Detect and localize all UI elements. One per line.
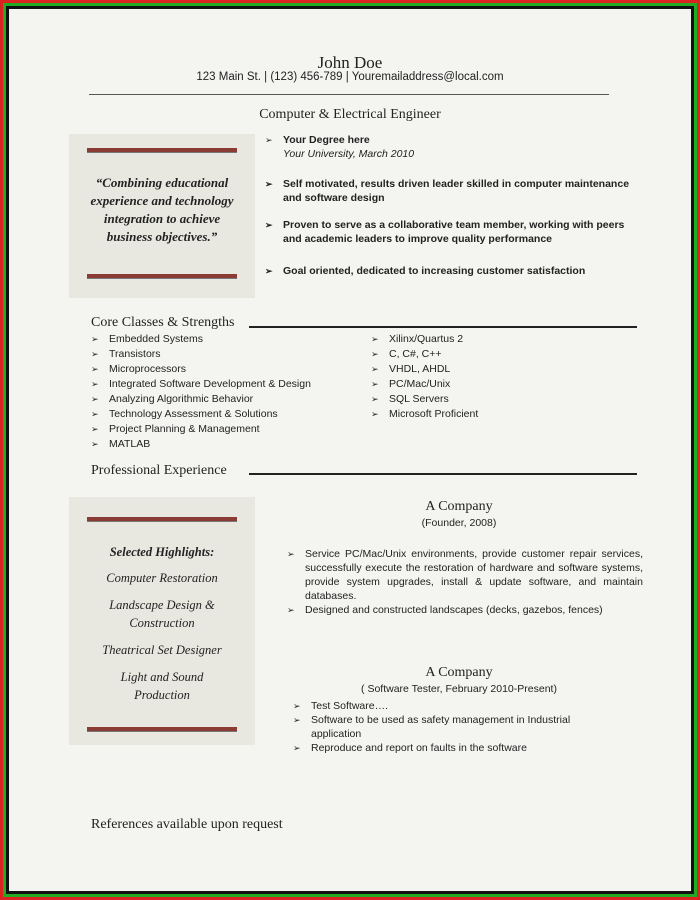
summary-point: Self motivated, results driven leader skilled in computer maintenance and software design xyxy=(283,178,630,204)
bullet-arrow-icon: ➢ xyxy=(371,349,379,359)
skill: Project Planning & Management xyxy=(109,423,260,435)
bullet-arrow-icon: ➢ xyxy=(293,701,301,711)
job-bullet: Test Software…. xyxy=(311,700,389,712)
bullet-arrow-icon: ➢ xyxy=(265,135,273,145)
core-list-right xyxy=(371,332,631,422)
skill: VHDL, AHDL xyxy=(389,363,451,375)
references-note: References available upon request xyxy=(91,817,283,832)
job-bullet: Reproduce and report on faults in the software xyxy=(311,742,527,754)
job-bullet: Software to be used as safety management in Industrial application xyxy=(311,714,571,740)
highlight-item: Computer Restoration xyxy=(106,571,218,585)
university: Your University, March 2010 xyxy=(283,148,415,160)
highlights-title: Selected Highlights: xyxy=(109,545,215,559)
list-item xyxy=(265,177,645,205)
list-item xyxy=(91,347,361,362)
list-item xyxy=(91,377,361,392)
bullet-arrow-icon: ➢ xyxy=(371,394,379,404)
skill: Analyzing Algorithmic Behavior xyxy=(109,393,254,405)
list-item xyxy=(265,218,645,246)
core-list-left xyxy=(91,332,361,452)
list-item xyxy=(371,332,631,347)
bullet-arrow-icon: ➢ xyxy=(91,394,99,404)
job-company: A Company xyxy=(425,665,493,680)
bullet-arrow-icon: ➢ xyxy=(371,409,379,419)
job-role: ( Software Tester, February 2010-Present) xyxy=(361,683,557,695)
list-item xyxy=(265,264,645,278)
skill: SQL Servers xyxy=(389,393,449,405)
list-item xyxy=(91,362,361,377)
list-item xyxy=(287,603,643,617)
quote-bar-top xyxy=(87,148,237,153)
skill: Microsoft Proficient xyxy=(389,408,479,420)
bullet-arrow-icon: ➢ xyxy=(265,266,273,276)
core-heading: Core Classes & Strengths xyxy=(91,315,235,330)
bullet-arrow-icon: ➢ xyxy=(91,439,99,449)
bullet-arrow-icon: ➢ xyxy=(91,409,99,419)
list-item xyxy=(265,133,645,161)
list-item xyxy=(371,392,631,407)
header-divider xyxy=(89,94,609,95)
highlights-box xyxy=(69,497,255,745)
list-item xyxy=(371,347,631,362)
list-item xyxy=(293,699,593,713)
contact-line: 123 Main St. | (123) 456-789 | Youremailaddress@local.com xyxy=(196,71,504,83)
skill: C, C#, C++ xyxy=(389,348,442,360)
degree: Your Degree here xyxy=(283,134,370,146)
bullet-arrow-icon: ➢ xyxy=(293,743,301,753)
core-heading-rule xyxy=(249,326,637,328)
list-item xyxy=(371,377,631,392)
bullet-arrow-icon: ➢ xyxy=(287,549,295,559)
job-bullet: Designed and constructed landscapes (decks, gazebos, fences) xyxy=(305,604,603,616)
experience-heading: Professional Experience xyxy=(91,463,227,478)
quote-bar-bottom xyxy=(87,274,237,279)
bullet-arrow-icon: ➢ xyxy=(91,364,99,374)
job-title: Computer & Electrical Engineer xyxy=(259,107,441,122)
skill: Embedded Systems xyxy=(109,333,203,345)
skill: Technology Assessment & Solutions xyxy=(109,408,278,420)
list-item xyxy=(293,741,593,755)
bullet-arrow-icon: ➢ xyxy=(293,715,301,725)
list-item xyxy=(293,713,593,741)
skill: MATLAB xyxy=(109,438,151,450)
job-role: (Founder, 2008) xyxy=(421,517,497,529)
skill: Microprocessors xyxy=(109,363,187,375)
resume-name: John Doe xyxy=(317,53,383,72)
skill: PC/Mac/Unix xyxy=(389,378,451,390)
job-bullet: Service PC/Mac/Unix environments, provide customer repair services, successfully execute the restoration of hardware and software systems, provide system upgrades, install & update software, and maintain databases. xyxy=(305,548,643,602)
list-item xyxy=(91,407,361,422)
list-item xyxy=(91,437,361,452)
highlight-item: Light and Sound Production xyxy=(120,670,204,702)
list-item xyxy=(91,332,361,347)
list-item xyxy=(287,547,643,603)
skill: Transistors xyxy=(109,348,161,360)
list-item xyxy=(91,392,361,407)
list-item xyxy=(91,422,361,437)
resume-page xyxy=(9,9,691,891)
bullet-arrow-icon: ➢ xyxy=(91,424,99,434)
summary-point: Goal oriented, dedicated to increasing customer satisfaction xyxy=(283,265,586,277)
bullet-arrow-icon: ➢ xyxy=(91,334,99,344)
bullet-arrow-icon: ➢ xyxy=(287,605,295,615)
list-item xyxy=(371,407,631,422)
highlight-item: Landscape Design & Construction xyxy=(109,598,215,630)
bullet-arrow-icon: ➢ xyxy=(265,220,273,230)
job-bullets xyxy=(287,547,643,617)
bullet-arrow-icon: ➢ xyxy=(371,379,379,389)
bullet-arrow-icon: ➢ xyxy=(91,349,99,359)
skill: Integrated Software Development & Design xyxy=(109,378,311,390)
bullet-arrow-icon: ➢ xyxy=(91,379,99,389)
summary-point: Proven to serve as a collaborative team member, working with peers and academic leaders to improve quality performance xyxy=(283,219,625,245)
highlight-item: Theatrical Set Designer xyxy=(102,643,222,657)
highlights-bar-bottom xyxy=(87,727,237,732)
highlights-bar-top xyxy=(87,517,237,522)
bullet-arrow-icon: ➢ xyxy=(265,179,273,189)
summary-quote: “Combining educational experience and technology integration to achieve business objectives.” xyxy=(90,175,234,244)
skill: Xilinx/Quartus 2 xyxy=(389,333,464,345)
job-company: A Company xyxy=(425,499,493,514)
bullet-arrow-icon: ➢ xyxy=(371,334,379,344)
list-item xyxy=(371,362,631,377)
bullet-arrow-icon: ➢ xyxy=(371,364,379,374)
summary-list xyxy=(265,133,645,278)
quote-box xyxy=(69,134,255,298)
experience-heading-rule xyxy=(249,473,637,475)
job-bullets xyxy=(293,699,593,755)
